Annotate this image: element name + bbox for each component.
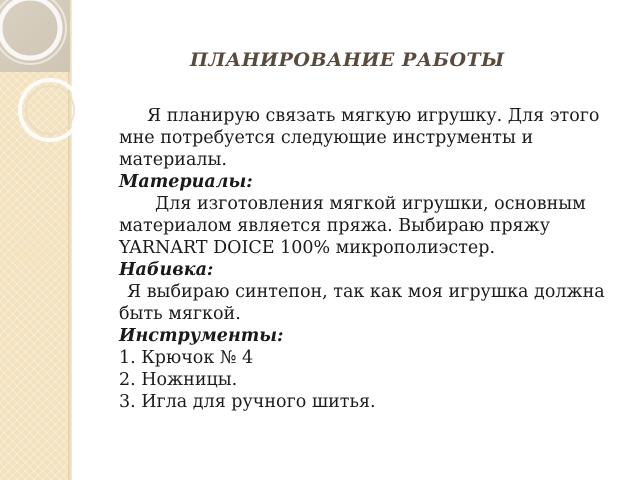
materials-text: Для изготовления мягкой игрушки, основным материалом является пряжа. Выбираю пряжу YARNART DOICE 100% микрополиэстер. xyxy=(119,194,586,258)
slide-title: ПЛАНИРОВАНИЕ РАБОТЫ xyxy=(190,49,505,71)
materials-heading: Материалы: xyxy=(119,172,253,192)
stuffing-heading: Набивка: xyxy=(119,260,214,280)
stuffing-text: Я выбираю синтепон, так как моя игрушка должна быть мягкой. xyxy=(119,282,605,324)
tools-item-3: 3. Игла для ручного шитья. xyxy=(119,392,376,412)
decorative-rings xyxy=(0,0,100,160)
tools-heading: Инструменты: xyxy=(119,326,284,346)
materials-paragraph xyxy=(119,193,629,259)
intro-paragraph xyxy=(119,105,629,171)
stuffing-paragraph xyxy=(119,281,629,325)
intro-text: Я планирую связать мягкую игрушку. Для этого мне потребуется следующие инструменты и материалы. xyxy=(119,106,600,170)
slide-content xyxy=(119,105,629,413)
tools-item-2: 2. Ножницы. xyxy=(119,370,238,390)
tools-item-1: 1. Крючок № 4 xyxy=(119,348,254,368)
